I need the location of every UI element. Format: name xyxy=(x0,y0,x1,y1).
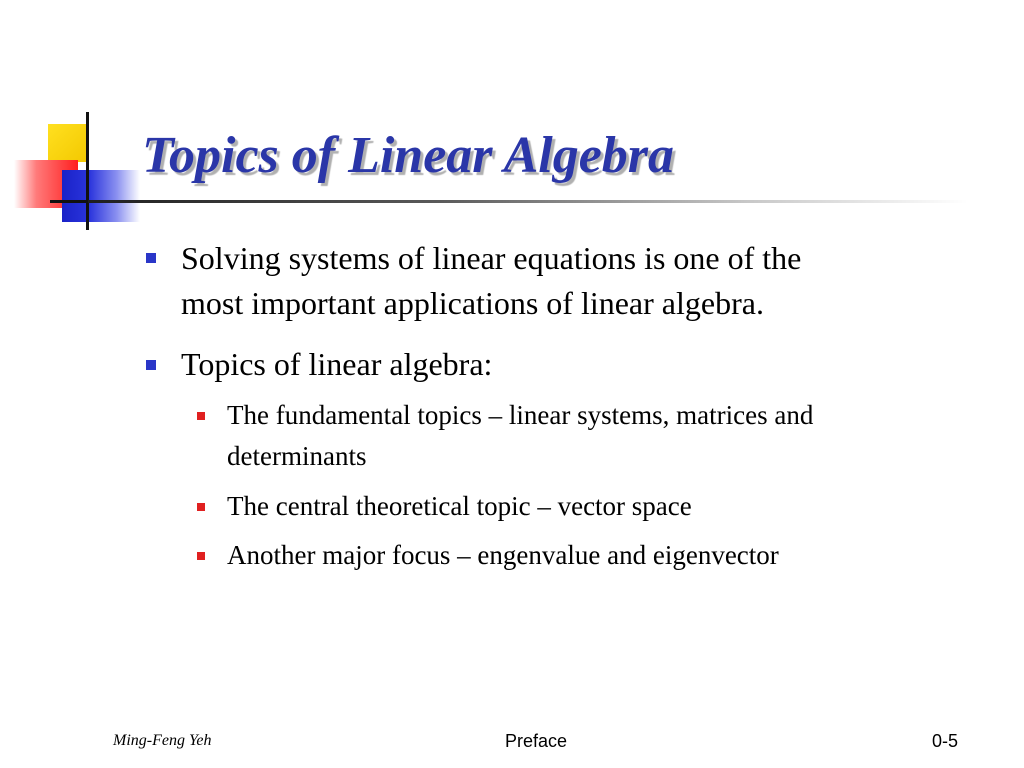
sub-bullet-text: The central theoretical topic – vector space xyxy=(227,491,692,521)
sub-bullet-square-icon xyxy=(197,503,205,511)
sub-bullet-text: Another major focus – engenvalue and eigenvector xyxy=(227,540,779,570)
sub-bullet-text: The fundamental topics – linear systems, matrices and xyxy=(227,400,814,430)
sub-bullet-square-icon xyxy=(197,552,205,560)
footer-section-title: Preface xyxy=(505,731,568,751)
bullet-square-icon xyxy=(146,360,156,370)
bullet-text: Solving systems of linear equations is one of the xyxy=(181,240,802,276)
footer-page-number: 0-5 xyxy=(932,731,959,751)
bullet-text-continued: most important applications of linear algebra. xyxy=(181,285,764,321)
footer-author: Ming-Feng Yeh xyxy=(113,732,212,749)
sub-bullet-square-icon xyxy=(197,412,205,420)
bullet-text: Topics of linear algebra: xyxy=(181,346,493,382)
slide-title: Topics of Linear Algebra xyxy=(142,127,675,184)
bullet-square-icon xyxy=(146,253,156,263)
sub-bullet-text-continued: determinants xyxy=(227,441,367,471)
